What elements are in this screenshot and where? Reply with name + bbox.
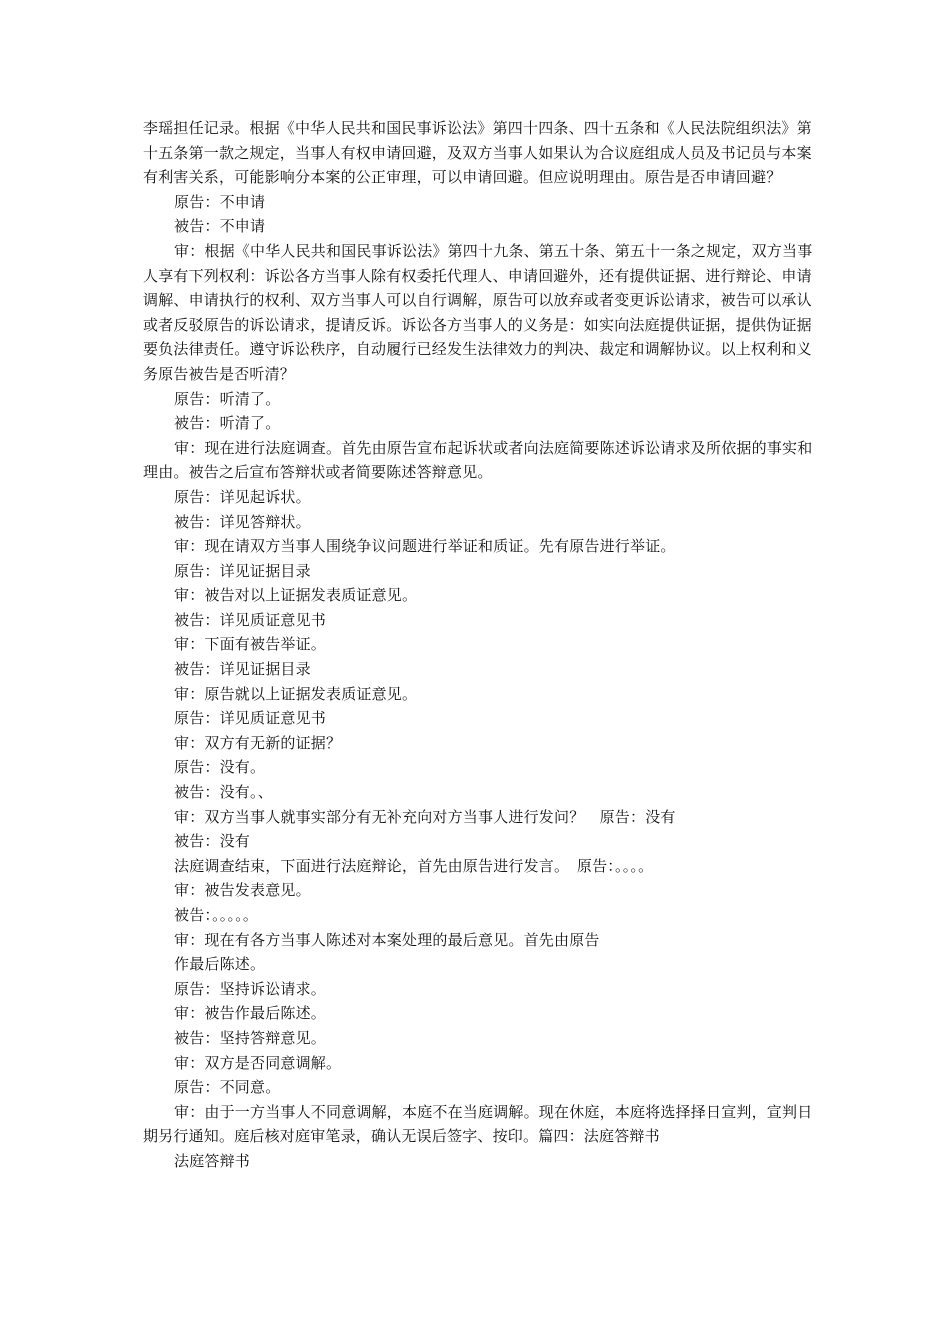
paragraph-defendant-understood: 被告：听清了。 <box>174 414 281 433</box>
paragraph-defendant-no-recusal: 被告：不申请 <box>174 217 266 236</box>
paragraph-plaintiff-cross-reply: 原告：详见质证意见书 <box>174 709 327 728</box>
paragraph-adjournment: 审：由于一方当事人不同意调解，本庭不在当庭调解。现在休庭，本庭将选择择日宣判，宣判日期另行通知。庭后核对庭审笔录，确认无误后签字、按印。篇四：法庭答辩书 <box>143 1102 813 1146</box>
paragraph-defendant-cross-reply: 被告：详见质证意见书 <box>174 610 327 629</box>
paragraph-plaintiff-understood: 原告：听清了。 <box>174 389 281 408</box>
paragraph-defendant-cross: 审：被告对以上证据发表质证意见。 <box>174 586 418 605</box>
document-body <box>143 116 813 1174</box>
paragraph-plaintiff-complaint: 原告：详见起诉状。 <box>174 487 311 506</box>
paragraph-plaintiff-evidence: 原告：详见证据目录 <box>174 561 311 580</box>
paragraph-supplement-question: 审：双方当事人就事实部分有无补充向对方当事人进行发问？ 原告：没有 <box>174 807 676 826</box>
paragraph-defendant-evidence-call: 审：下面有被告举证。 <box>174 635 327 654</box>
paragraph-recusal-notice: 李瑶担任记录。根据《中华人民共和国民事诉讼法》第四十四条、四十五条和《人民法院组织法》第十五条第一款之规定，当事人有权申请回避，及双方当事人如果认为合议庭组成人员及书记员与本案有利害关系，可能影响分本案的公正审理，可以申请回避。但应说明理由。原告是否申请回避？ <box>143 119 812 187</box>
paragraph-investigation-start: 审：现在进行法庭调查。首先由原告宣布起诉状或者向法庭简要陈述诉讼请求及所依据的事实和理由。被告之后宣布答辩状或者简要陈述答辩意见。 <box>143 438 813 482</box>
paragraph-mediation-question: 审：双方是否同意调解。 <box>174 1053 342 1072</box>
paragraph-final-statement-call: 审：现在有各方当事人陈述对本案处理的最后意见。首先由原告 <box>174 930 600 949</box>
paragraph-defendant-no-supplement: 被告：没有 <box>174 832 251 851</box>
section-heading-defense-brief: 法庭答辩书 <box>174 1151 251 1170</box>
paragraph-defendant-evidence: 被告：详见证据目录 <box>174 660 311 679</box>
paragraph-defendant-none: 被告：没有。、 <box>174 783 273 802</box>
paragraph-defendant-final-call: 审：被告作最后陈述。 <box>174 1004 327 1023</box>
paragraph-rights-notice: 审：根据《中华人民共和国民事诉讼法》第四十九条、第五十条、第五十一条之规定，双方当事人享有下列权利：诉讼各方当事人除有权委托代理人、申请回避外，还有提供证据、进行辩论、申请调解、申请执行的权利、双方当事人可以自行调解，原告可以放弃或者变更诉讼请求，被告可以承认或者反驳原告的诉讼请求，提请反诉。诉讼各方当事人的义务是：如实向法庭提供证据，提供伪证据要负法律责任。遵守诉讼秩序，自动履行已经发生法律效力的判决、裁定和调解协议。以上权利和义务原告被告是否听清？ <box>143 241 813 383</box>
paragraph-plaintiff-final: 原告：坚持诉讼请求。 <box>174 979 327 998</box>
paragraph-defendant-opinion: 被告：。。。。。 <box>174 906 259 924</box>
paragraph-debate-start: 法庭调查结束，下面进行法庭辩论，首先由原告进行发言。 原告：。。。。 <box>174 856 654 875</box>
paragraph-plaintiff-none: 原告：没有。 <box>174 758 266 777</box>
paragraph-defendant-opinion-call: 审：被告发表意见。 <box>174 881 311 900</box>
paragraph-plaintiff-cross-call: 审：原告就以上证据发表质证意见。 <box>174 684 418 703</box>
paragraph-plaintiff-no-recusal: 原告：不申请 <box>174 192 266 211</box>
paragraph-defendant-answer: 被告：详见答辩状。 <box>174 512 311 531</box>
paragraph-plaintiff-refuse: 原告：不同意。 <box>174 1078 281 1097</box>
paragraph-defendant-final: 被告：坚持答辩意见。 <box>174 1028 327 1047</box>
paragraph-evidence-start: 审：现在请双方当事人围绕争议问题进行举证和质证。先有原告进行举证。 <box>174 537 676 556</box>
paragraph-final-statement-cont: 作最后陈述。 <box>174 955 266 974</box>
paragraph-new-evidence-question: 审：双方有无新的证据？ <box>174 733 342 752</box>
